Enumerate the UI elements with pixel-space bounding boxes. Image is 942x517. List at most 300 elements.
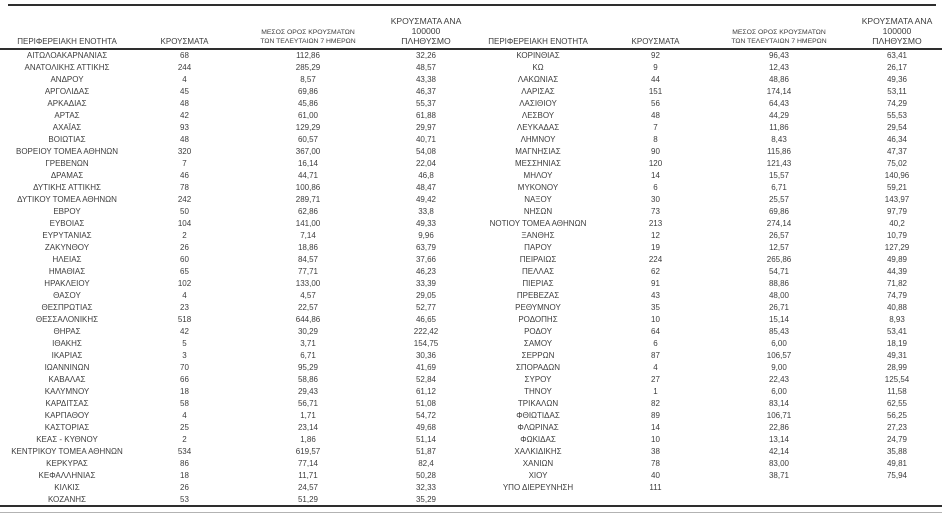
table-cell: 111 [649, 483, 662, 492]
table-cell: 12,57 [768, 243, 790, 252]
table-row [0, 422, 471, 434]
table-cell: 28,99 [886, 363, 908, 372]
table-cell: 285,29 [295, 63, 321, 72]
table-cell: 3 [182, 351, 187, 360]
col-header-avg7-line1: ΜΕΣΟΣ ΟΡΟΣ ΚΡΟΥΣΜΑΤΩΝ [261, 29, 355, 36]
table-row [471, 470, 942, 482]
table-cell: ΚΕΑΣ - ΚΥΘΝΟΥ [36, 435, 98, 444]
table-cell: 46,34 [886, 135, 908, 144]
table-cell: ΚΟΡΙΝΘΙΑΣ [516, 51, 560, 60]
table-cell: ΧΙΟΥ [528, 471, 548, 480]
table-cell: 58,86 [297, 375, 319, 384]
table-cell [852, 482, 942, 494]
table-cell: 26,71 [768, 303, 790, 312]
table-row [0, 134, 471, 146]
col-header-avg7-line2: ΤΩΝ ΤΕΛΕΥΤΑΙΩΝ 7 ΗΜΕΡΩΝ [260, 37, 356, 45]
table-cell: 11,71 [298, 471, 318, 480]
table-cell: 15,57 [768, 171, 790, 180]
table-cell: 46,37 [415, 87, 437, 96]
table-cell: 40,2 [889, 219, 905, 228]
table-cell: 102 [177, 279, 192, 288]
table-cell: 56,71 [297, 399, 319, 408]
table-cell: 82 [651, 399, 660, 408]
col-header-avg7 [706, 2, 852, 49]
table-cell: 48 [180, 99, 189, 108]
table-cell: 74,79 [886, 291, 908, 300]
table-cell: 44,39 [886, 267, 908, 276]
table-cell: 48,57 [415, 63, 437, 72]
table-cell: ΑΧΑΪΑΣ [52, 123, 82, 132]
table-cell: ΥΠΟ ΔΙΕΡΕΥΝΗΣΗ [502, 483, 574, 492]
table-cell: 619,57 [295, 447, 321, 456]
table-cell: 49,42 [415, 195, 437, 204]
table-row [0, 338, 471, 350]
table-cell: 33,8 [418, 207, 434, 216]
table-cell: 6,71 [771, 183, 787, 192]
table-cell: 4 [182, 291, 187, 300]
table-cell: 61,12 [415, 387, 437, 396]
table-row [471, 206, 942, 218]
table-cell: ΣΑΜΟΥ [523, 339, 553, 348]
table-cell: 49,81 [886, 459, 908, 468]
table-row [471, 338, 942, 350]
col-header-per100k-line2: ΠΛΗΘΥΣΜΟ [872, 36, 922, 46]
table-cell: 33,39 [415, 279, 437, 288]
col-header-avg7-line2: ΤΩΝ ΤΕΛΕΥΤΑΙΩΝ 7 ΗΜΕΡΩΝ [731, 37, 827, 45]
table-cell: 55,53 [886, 111, 908, 120]
table-cell: 35,29 [415, 495, 437, 504]
table-cell: 15,14 [768, 315, 790, 324]
table-cell: ΠΕΛΛΑΣ [521, 267, 555, 276]
table-cell: 7 [653, 123, 658, 132]
table-row [0, 362, 471, 374]
table-cell: 60 [180, 255, 189, 264]
table-cell: 58 [180, 399, 189, 408]
table-cell: 51,08 [415, 399, 437, 408]
table-row [0, 86, 471, 98]
table-cell: 48 [651, 111, 660, 120]
table-cell: 9 [653, 63, 658, 72]
table-row [471, 230, 942, 242]
table-cell: 60,57 [297, 135, 319, 144]
table-cell: 83,14 [768, 399, 790, 408]
table-cell: ΞΑΝΘΗΣ [521, 231, 555, 240]
table-cell: 43,38 [415, 75, 437, 84]
table-row [0, 386, 471, 398]
table-cell: 54,71 [768, 267, 790, 276]
table-cell: 26,57 [768, 231, 790, 240]
table-cell: ΝΗΣΩΝ [523, 207, 553, 216]
table-cell [706, 482, 852, 494]
table-cell: 289,71 [295, 195, 321, 204]
table-cell: ΚΑΡΔΙΤΣΑΣ [45, 399, 89, 408]
table-cell: 8,57 [300, 75, 316, 84]
table-cell: 2 [182, 231, 187, 240]
table-cell: 10 [651, 435, 660, 444]
table-row [471, 458, 942, 470]
table-cell: 78 [180, 183, 189, 192]
table-cell: 48,47 [415, 183, 437, 192]
table-cell: 29,05 [415, 291, 437, 300]
table-row [471, 278, 942, 290]
table-cell: ΚΑΡΠΑΘΟΥ [44, 411, 90, 420]
table-cell: 6,00 [771, 387, 787, 396]
table-cell: 6,71 [300, 351, 316, 360]
table-cell: 40,71 [415, 135, 437, 144]
table-cell: ΛΑΣΙΘΙΟΥ [519, 99, 557, 108]
table-cell: ΚΕΝΤΡΙΚΟΥ ΤΟΜΕΑ ΑΘΗΝΩΝ [11, 447, 123, 456]
table-cell: 11,58 [887, 387, 907, 396]
table-cell: 64 [651, 327, 660, 336]
table-cell: 47,37 [886, 147, 908, 156]
table-cell: 68 [180, 51, 189, 60]
table-row [471, 386, 942, 398]
table-cell: 43 [651, 291, 660, 300]
table-cell: 62,55 [886, 399, 908, 408]
table-cell: ΚΑΒΑΛΑΣ [48, 375, 86, 384]
table-row [471, 146, 942, 158]
table-cell: 30,29 [297, 327, 319, 336]
table-cell: 26 [180, 243, 189, 252]
table-cell: 51,14 [415, 435, 437, 444]
table-cell: ΕΥΒΟΙΑΣ [49, 219, 85, 228]
table-row [0, 458, 471, 470]
table-cell: 78 [651, 459, 660, 468]
table-cell: 13,14 [768, 435, 790, 444]
table-cell: ΙΚΑΡΙΑΣ [51, 351, 83, 360]
table-cell: ΙΘΑΚΗΣ [52, 339, 82, 348]
table-cell: 18,86 [297, 243, 319, 252]
table-row [0, 326, 471, 338]
table-row [471, 314, 942, 326]
table-cell: 10 [651, 315, 660, 324]
table-cell: 4 [182, 75, 187, 84]
table-cell: 18,19 [886, 339, 908, 348]
header-row [471, 2, 942, 49]
table-cell: 74,29 [886, 99, 908, 108]
table-cell: 224 [648, 255, 663, 264]
table-cell: 24,79 [886, 435, 908, 444]
table-row [0, 62, 471, 74]
table-cell: ΑΙΤΩΛΟΑΚΑΡΝΑΝΙΑΣ [26, 51, 108, 60]
table-cell: 242 [177, 195, 192, 204]
table-cell: ΔΥΤΙΚΟΥ ΤΟΜΕΑ ΑΘΗΝΩΝ [17, 195, 117, 204]
regional-cases-table-left [0, 2, 471, 506]
table-cell: 48 [180, 135, 189, 144]
table-row [0, 482, 471, 494]
table-cell: 40 [651, 471, 660, 480]
table-row [471, 86, 942, 98]
table-cell: 42,14 [768, 447, 790, 456]
table-body-left [0, 49, 471, 506]
table-row [0, 182, 471, 194]
table-row [471, 170, 942, 182]
table-cell: 16,14 [297, 159, 319, 168]
table-cell: 69,86 [768, 207, 790, 216]
table-cell: 82,4 [418, 459, 434, 468]
table-cell: 61,88 [415, 111, 437, 120]
table-cell: ΕΒΡΟΥ [53, 207, 81, 216]
table-cell: 18 [180, 471, 189, 480]
table-cell: ΑΡΚΑΔΙΑΣ [47, 99, 87, 108]
table-cell: ΛΑΡΙΣΑΣ [521, 87, 555, 96]
table-cell: 48,86 [768, 75, 790, 84]
table-cell: ΘΕΣΠΡΩΤΙΑΣ [41, 303, 93, 312]
table-cell: 49,89 [886, 255, 908, 264]
table-cell: 59,21 [886, 183, 908, 192]
table-cell: 85,43 [768, 327, 790, 336]
table-cell: 29,97 [415, 123, 437, 132]
table-cell: ΗΛΕΙΑΣ [52, 255, 82, 264]
tables-container [0, 2, 942, 506]
table-cell: 129,29 [295, 123, 321, 132]
table-cell: 6 [653, 339, 658, 348]
table-cell: 125,54 [884, 375, 910, 384]
table-cell: 25 [180, 423, 189, 432]
table-row [0, 374, 471, 386]
table-cell: 97,79 [886, 207, 908, 216]
table-cell: 143,97 [884, 195, 910, 204]
table-cell: 26,17 [886, 63, 908, 72]
table-row [0, 49, 471, 62]
table-cell: 77,71 [297, 267, 319, 276]
table-cell: 22,86 [768, 423, 790, 432]
table-cell: 121,43 [766, 159, 792, 168]
table-cell: 63,79 [415, 243, 437, 252]
table-cell: ΑΡΤΑΣ [54, 111, 80, 120]
table-cell: ΚΩ [532, 63, 544, 72]
table-cell: 151 [648, 87, 663, 96]
table-cell: 40,88 [886, 303, 908, 312]
table-row [471, 122, 942, 134]
table-cell: 6,00 [771, 339, 787, 348]
table-cell: ΜΥΚΟΝΟΥ [517, 183, 559, 192]
table-cell: 38,71 [768, 471, 790, 480]
bottom-divider-light [0, 512, 942, 513]
table-row [471, 398, 942, 410]
table-cell: ΑΝΑΤΟΛΙΚΗΣ ΑΤΤΙΚΗΣ [24, 63, 110, 72]
table-cell: 2 [182, 435, 187, 444]
table-cell: 14 [651, 171, 660, 180]
table-row [0, 194, 471, 206]
table-cell: 53,41 [886, 327, 908, 336]
table-cell: ΡΕΘΥΜΝΟΥ [515, 303, 561, 312]
table-cell: 62,86 [297, 207, 319, 216]
table-row [471, 110, 942, 122]
table-row [471, 194, 942, 206]
table-cell: 104 [177, 219, 192, 228]
table-row [471, 158, 942, 170]
table-row [471, 434, 942, 446]
table-cell: ΛΕΣΒΟΥ [521, 111, 555, 120]
col-header-cases: ΚΡΟΥΣΜΑΤΑ [605, 2, 706, 49]
table-cell: 51,87 [415, 447, 437, 456]
col-header-per100k-line2: ΠΛΗΘΥΣΜΟ [401, 36, 451, 46]
table-cell: 154,75 [413, 339, 439, 348]
table-cell: 120 [648, 159, 663, 168]
table-cell: 5 [182, 339, 187, 348]
table-cell: 8,43 [771, 135, 787, 144]
table-row [0, 122, 471, 134]
table-cell: ΣΕΡΡΩΝ [521, 351, 555, 360]
table-cell: 75,94 [886, 471, 908, 480]
table-cell: 4,57 [300, 291, 316, 300]
table-cell: ΜΗΛΟΥ [523, 171, 553, 180]
table-cell: 174,14 [766, 87, 792, 96]
table-cell: 46,8 [418, 171, 434, 180]
table-cell: ΜΑΓΝΗΣΙΑΣ [515, 147, 561, 156]
table-cell: 61,00 [297, 111, 319, 120]
table-cell: 35 [651, 303, 660, 312]
table-cell: 44,29 [768, 111, 790, 120]
col-header-cases: ΚΡΟΥΣΜΑΤΑ [134, 2, 235, 49]
table-cell: 8 [653, 135, 658, 144]
table-cell: ΕΥΡΥΤΑΝΙΑΣ [42, 231, 92, 240]
table-cell: ΗΡΑΚΛΕΙΟΥ [44, 279, 90, 288]
table-cell: 50 [180, 207, 189, 216]
table-cell: ΤΡΙΚΑΛΩΝ [517, 399, 559, 408]
table-cell: 22,57 [297, 303, 319, 312]
table-row [471, 302, 942, 314]
table-cell: 25,57 [768, 195, 790, 204]
table-cell: 320 [177, 147, 192, 156]
table-cell: ΒΟΙΩΤΙΑΣ [48, 135, 86, 144]
table-cell: ΠΕΙΡΑΙΩΣ [519, 255, 557, 264]
table-cell: 51,29 [297, 495, 319, 504]
table-cell: ΚΑΛΥΜΝΟΥ [44, 387, 90, 396]
table-cell: ΑΝΔΡΟΥ [50, 75, 84, 84]
table-cell: 64,43 [768, 99, 790, 108]
table-row [0, 170, 471, 182]
table-row [471, 374, 942, 386]
table-row [471, 362, 942, 374]
table-cell: 41,69 [415, 363, 437, 372]
table-cell: 27 [651, 375, 660, 384]
table-cell: 45,86 [297, 99, 319, 108]
table-cell: 52,77 [415, 303, 437, 312]
table-cell: ΖΑΚΥΝΘΟΥ [44, 243, 90, 252]
table-row [0, 206, 471, 218]
table-cell: 7,14 [300, 231, 316, 240]
table-cell: 95,29 [297, 363, 319, 372]
table-cell: 69,86 [297, 87, 319, 96]
table-cell: 46 [180, 171, 189, 180]
table-cell: 91 [651, 279, 660, 288]
table-cell: 7 [182, 159, 187, 168]
table-cell: ΠΡΕΒΕΖΑΣ [516, 291, 560, 300]
table-cell: ΣΠΟΡΑΔΩΝ [515, 363, 561, 372]
table-row [471, 242, 942, 254]
table-cell: 49,36 [886, 75, 908, 84]
table-cell: 70 [180, 363, 189, 372]
table-cell: 24,57 [297, 483, 319, 492]
regional-cases-table-right [471, 2, 942, 494]
table-cell: ΚΕΡΚΥΡΑΣ [46, 459, 88, 468]
table-row [0, 350, 471, 362]
table-cell: ΡΟΔΟΠΗΣ [518, 315, 558, 324]
table-cell: 48,00 [768, 291, 790, 300]
table-cell: 140,96 [884, 171, 910, 180]
table-cell: 52,84 [415, 375, 437, 384]
table-row [471, 290, 942, 302]
table-row [471, 410, 942, 422]
table-cell: ΑΡΓΟΛΙΔΑΣ [44, 87, 90, 96]
table-cell: 32,33 [415, 483, 437, 492]
table-row [0, 278, 471, 290]
table-row [0, 302, 471, 314]
table-cell: 367,00 [295, 147, 321, 156]
table-cell: ΦΩΚΙΔΑΣ [520, 435, 556, 444]
table-row [0, 158, 471, 170]
col-header-per100k-line1: ΚΡΟΥΣΜΑΤΑ ΑΝΑ 100000 [861, 16, 933, 36]
table-cell: 6 [653, 183, 658, 192]
table-cell: 32,26 [415, 51, 437, 60]
table-cell: 35,88 [886, 447, 908, 456]
table-cell: 23,14 [297, 423, 319, 432]
table-cell: 37,66 [415, 255, 437, 264]
table-cell: 133,00 [295, 279, 321, 288]
table-cell: 44,71 [297, 171, 319, 180]
table-cell: ΘΕΣΣΑΛΟΝΙΚΗΣ [35, 315, 99, 324]
header-row [0, 2, 471, 49]
table-row [471, 182, 942, 194]
table-cell: 1,86 [300, 435, 316, 444]
col-header-avg7 [235, 2, 381, 49]
table-cell: 29,54 [886, 123, 908, 132]
table-row [471, 218, 942, 230]
table-cell: 213 [648, 219, 663, 228]
table-cell: 71,82 [886, 279, 908, 288]
table-cell: ΧΑΛΚΙΔΙΚΗΣ [514, 447, 562, 456]
table-cell: 54,08 [415, 147, 437, 156]
table-cell: 23 [180, 303, 189, 312]
table-cell: ΣΥΡΟΥ [524, 375, 552, 384]
table-cell: 49,31 [886, 351, 908, 360]
table-row [0, 470, 471, 482]
table-cell: ΙΩΑΝΝΙΝΩΝ [44, 363, 90, 372]
table-row [0, 410, 471, 422]
table-row [471, 98, 942, 110]
table-cell: 27,23 [886, 423, 908, 432]
table-cell: 11,86 [769, 123, 789, 132]
table-row [0, 314, 471, 326]
table-cell: 49,33 [415, 219, 437, 228]
table-row [0, 98, 471, 110]
table-cell: ΘΑΣΟΥ [53, 291, 81, 300]
table-cell: 1,71 [300, 411, 316, 420]
table-cell: 30,36 [415, 351, 437, 360]
table-cell: 46,65 [415, 315, 437, 324]
table-cell: 42 [180, 111, 189, 120]
table-cell: 10,79 [886, 231, 908, 240]
table-cell: 55,37 [415, 99, 437, 108]
table-cell: ΡΟΔΟΥ [524, 327, 552, 336]
table-cell: 12 [651, 231, 660, 240]
table-cell: ΠΑΡΟΥ [524, 243, 552, 252]
table-cell: ΝΑΞΟΥ [524, 195, 552, 204]
table-cell: 65 [180, 267, 189, 276]
table-cell: 45 [180, 87, 189, 96]
table-cell: 44 [651, 75, 660, 84]
table-cell: 89 [651, 411, 660, 420]
table-row [0, 242, 471, 254]
table-cell: 534 [177, 447, 192, 456]
table-cell: ΛΗΜΝΟΥ [520, 135, 556, 144]
table-cell: 19 [651, 243, 660, 252]
table-cell: 86 [180, 459, 189, 468]
table-cell: ΜΕΣΣΗΝΙΑΣ [515, 159, 561, 168]
table-cell: ΚΕΦΑΛΛΗΝΙΑΣ [38, 471, 96, 480]
